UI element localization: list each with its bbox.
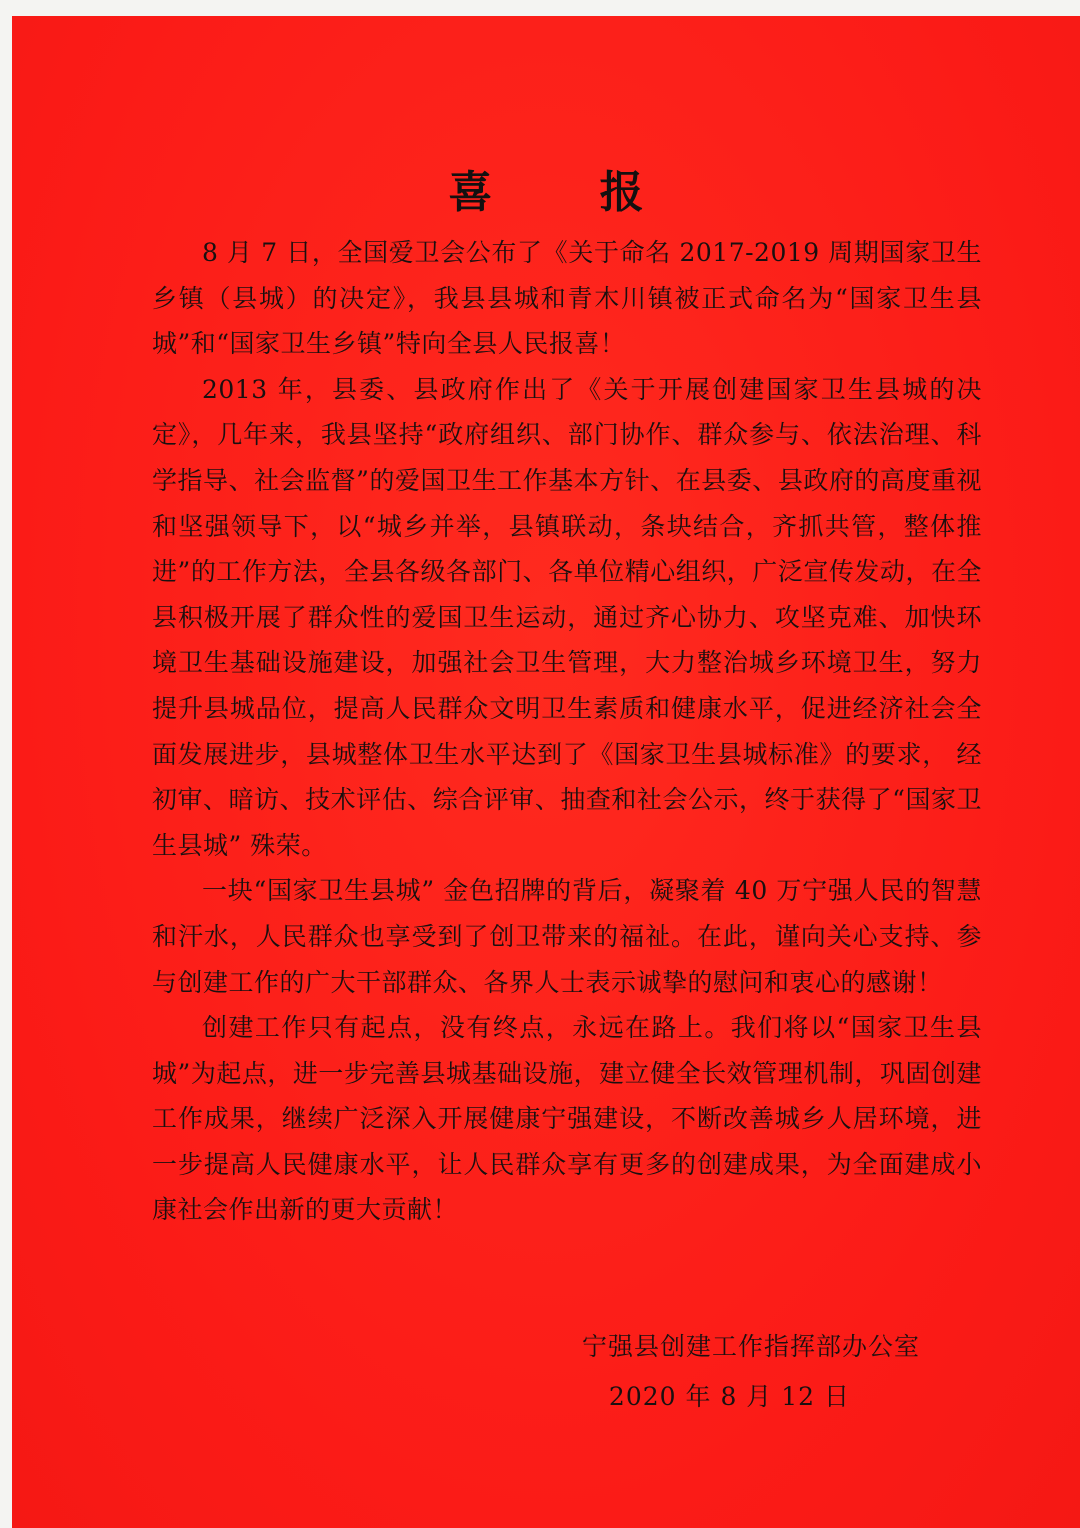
paragraph-history: 2013 年，县委、县政府作出了《关于开展创建国家卫生县城的决定》，几年来，我县坚持“政府组织、部门协作、群众参与、依法治理、科学指导、社会监督”的爱国卫生工作基本方针、在县委、县政府的高度重视和坚强领导下，以“城乡并举，县镇联动，条块结合，齐抓共管，整体推进”的工作方法，全县各级各部门、各单位精心组织，广泛宣传发动，在全县积极开展了群众性的爱国卫生运动，通过齐心协力、攻坚克难、加快环境卫生基础设施建设，加强社会卫生管理，大力整治城乡环境卫生，努力提升县城品位，提高人民群众文明卫生素质和健康水平，促进经济社会全面发展进步，县城整体卫生水平达到了《国家卫生县城标准》的要求， 经初审、暗访、技术评估、综合评审、抽查和社会公示，终于获得了“国家卫生县城” 殊荣。 [152,374,982,860]
document-body [152,230,982,1233]
red-announcement-sheet [12,16,1080,1528]
paragraph-future: 创建工作只有起点，没有终点，永远在路上。我们将以“国家卫生县城”为起点，进一步完善县城基础设施，建立健全长效管理机制，巩固创建工作成果，继续广泛深入开展健康宁强建设，不断改善城乡人居环境，进一步提高人民健康水平，让人民群众享有更多的创建成果，为全面建成小康社会作出新的更大贡献！ [152,1013,982,1225]
signature-block [582,1322,920,1422]
paragraph-announcement: 8 月 7 日，全国爱卫会公布了《关于命名 2017-2019 周期国家卫生乡镇（县城）的决定》，我县县城和青木川镇被正式命名为“国家卫生县城”和“国家卫生乡镇”特向全县人民报喜！ [152,238,982,359]
signature-date: 2020 年 8 月 12 日 [608,1382,850,1411]
paragraph-thanks: 一块“国家卫生县城” 金色招牌的背后，凝聚着 40 万宁强人民的智慧和汗水，人民群众也享受到了创卫带来的福祉。在此，谨向关心支持、参与创建工作的广大干部群众、各界人士表示诚挚的慰问和衷心的感谢！ [152,876,982,997]
signature-organization: 宁强县创建工作指挥部办公室 [581,1332,920,1361]
document-title: 喜 报 [448,167,690,218]
